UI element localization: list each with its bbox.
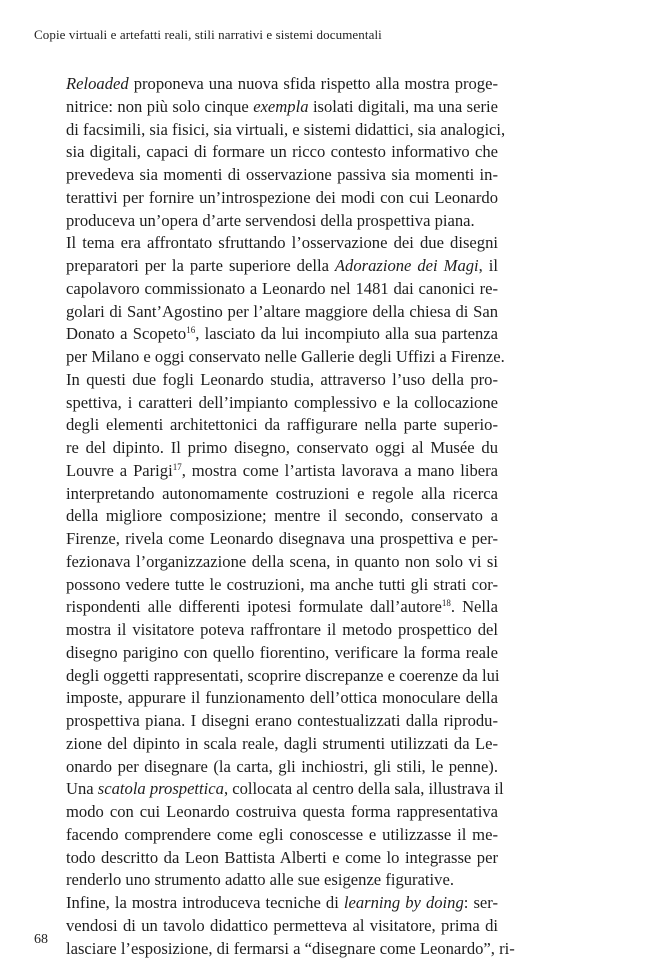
text-segment: renderlo uno strumento adatto alle sue esigenze figurative. — [66, 870, 454, 890]
text-segment: re del dipinto. Il primo disegno, conservato oggi al Musée du — [66, 438, 498, 457]
text-line — [66, 733, 498, 756]
text-segment: vendosi di un tavolo didattico permetteva al visitatore, prima di — [66, 915, 498, 935]
text-line — [66, 392, 498, 415]
text-segment: modo con cui Leonardo costruiva questa forma rappresentativa — [66, 802, 498, 821]
text-line — [66, 187, 498, 210]
text-line — [66, 710, 498, 733]
text-line — [66, 642, 498, 665]
text-line — [66, 824, 498, 847]
footnote-ref: 16 — [186, 325, 196, 336]
text-segment: learning by doing — [343, 893, 464, 912]
text-segment: : ser- — [463, 893, 498, 912]
text-segment: . Nella — [450, 597, 498, 617]
text-segment: prospettiva piana. I disegni erano contestualizzati dalla riprodu- — [66, 711, 498, 730]
text-segment: isolati digitali, ma una serie — [308, 96, 498, 116]
text-line — [66, 483, 498, 506]
text-line — [66, 915, 498, 938]
text-line — [66, 892, 498, 915]
text-segment: interpretando autonomamente costruzioni e regole alla ricerca — [66, 483, 498, 503]
text-segment: , lasciato da lui incompiuto alla sua partenza — [195, 324, 498, 344]
text-segment: onardo per disegnare (la carta, gli inchiostri, gli stili, le penne). — [66, 756, 498, 776]
body-text — [66, 73, 515, 960]
text-line — [66, 73, 498, 96]
text-line — [66, 665, 498, 688]
text-line — [66, 619, 498, 642]
text-line — [66, 505, 498, 528]
text-line — [66, 210, 498, 233]
text-segment: spettiva, i caratteri dell’impianto complessivo e la collocazione — [66, 392, 498, 412]
text-line — [66, 574, 498, 597]
text-line — [66, 938, 515, 961]
text-line — [66, 96, 498, 119]
text-segment: mostra il visitatore poteva raffrontare il metodo prospettico del — [66, 620, 498, 639]
text-segment: degli oggetti rappresentati, scoprire discrepanze e coerenze da lui — [66, 665, 500, 685]
text-line — [66, 141, 498, 164]
text-segment: prevedeva sia momenti di osservazione passiva sia momenti in- — [66, 165, 498, 184]
text-line — [66, 847, 498, 870]
text-segment: rispondenti alle differenti ipotesi formulate dall’autore — [66, 597, 442, 617]
text-segment: sia digitali, capaci di formare un ricco contesto informativo che — [66, 142, 498, 162]
footnote-ref: 17 — [172, 461, 182, 472]
footnote-ref: 18 — [441, 598, 451, 609]
text-segment: , collocata al centro della sala, illustrava il — [223, 779, 504, 799]
text-segment: facendo comprendere come egli conoscesse e utilizzasse il me- — [66, 824, 498, 844]
text-line — [66, 301, 498, 324]
text-segment: Firenze, rivela come Leonardo disegnava una prospettiva e per- — [66, 529, 498, 548]
text-segment: di facsimili, sia fisici, sia virtuali, e sistemi didattici, sia analogici, — [66, 119, 506, 139]
text-segment: preparatori per la parte superiore della — [66, 256, 335, 275]
text-segment: possono vedere tutte le costruzioni, ma anche tutti gli strati cor- — [66, 574, 498, 594]
text-line — [66, 687, 498, 710]
text-line — [66, 346, 505, 369]
page-number: 68 — [34, 932, 48, 947]
text-line — [66, 164, 498, 187]
text-segment: Reloaded — [66, 74, 129, 93]
text-segment: nitrice: non più solo cinque — [66, 96, 254, 116]
text-segment: golari di Sant’Agostino per l’altare maggiore della chiesa di San — [66, 301, 498, 321]
running-head: Copie virtuali e artefatti reali, stili narrativi e sistemi documentali — [34, 27, 382, 42]
text-line — [66, 278, 498, 301]
text-line — [66, 232, 498, 255]
text-segment: proponeva una nuova sfida rispetto alla mostra proge- — [128, 74, 498, 93]
text-segment: della migliore composizione; mentre il secondo, conservato a — [66, 506, 498, 526]
text-segment: , il — [478, 256, 498, 275]
text-segment: , mostra come l’artista lavorava a mano libera — [181, 460, 498, 480]
text-segment: per Milano e oggi conservato nelle Gallerie degli Uffizi a Firenze. — [66, 347, 505, 366]
text-segment: degli elementi architettonici da raffigurare nella parte superio- — [66, 415, 498, 435]
text-line — [66, 414, 498, 437]
text-line — [66, 323, 498, 346]
text-segment: produceva un’opera d’arte servendosi della prospettiva piana. — [66, 210, 475, 230]
text-segment: Una — [66, 779, 98, 799]
text-line — [66, 119, 506, 142]
text-line — [66, 255, 498, 278]
text-line — [66, 869, 498, 892]
text-line — [66, 437, 498, 460]
text-line — [66, 460, 498, 483]
text-segment: terattivi per fornire un’introspezione dei modi con cui Leonardo — [66, 187, 498, 207]
text-line — [66, 756, 498, 779]
text-segment: fezionava l’organizzazione della scena, in quanto non solo vi si — [66, 551, 498, 571]
text-segment: scatola prospettica — [97, 779, 224, 799]
text-segment: zione del dipinto in scala reale, dagli strumenti utilizzati da Le- — [66, 733, 498, 753]
text-line — [66, 801, 498, 824]
text-line — [66, 778, 504, 801]
text-line — [66, 551, 498, 574]
text-segment: capolavoro commissionato a Leonardo nel 1481 dai canonici re- — [66, 278, 498, 298]
text-segment: disegno parigino con quello fiorentino, verificare la forma reale — [66, 642, 498, 662]
text-line — [66, 596, 498, 619]
text-segment: Donato a Scopeto — [66, 324, 187, 344]
text-segment: In questi due fogli Leonardo studia, attraverso l’uso della pro- — [66, 369, 498, 389]
text-segment: imposte, appurare il funzionamento dell’ottica monoculare della — [66, 688, 498, 708]
text-segment: exempla — [253, 96, 309, 116]
text-segment: Infine, la mostra introduceva tecniche di — [66, 893, 344, 912]
text-segment: Il tema era affrontato sfruttando l’osservazione dei due disegni — [66, 233, 498, 253]
text-segment: Louvre a Parigi — [66, 460, 173, 480]
text-segment: Adorazione dei Magi — [334, 256, 479, 275]
text-segment: todo descritto da Leon Battista Alberti e come lo integrasse per — [66, 847, 498, 867]
text-line — [66, 528, 498, 551]
text-segment: lasciare l’esposizione, di fermarsi a “disegnare come Leonardo”, ri- — [66, 938, 515, 958]
text-line — [66, 369, 498, 392]
